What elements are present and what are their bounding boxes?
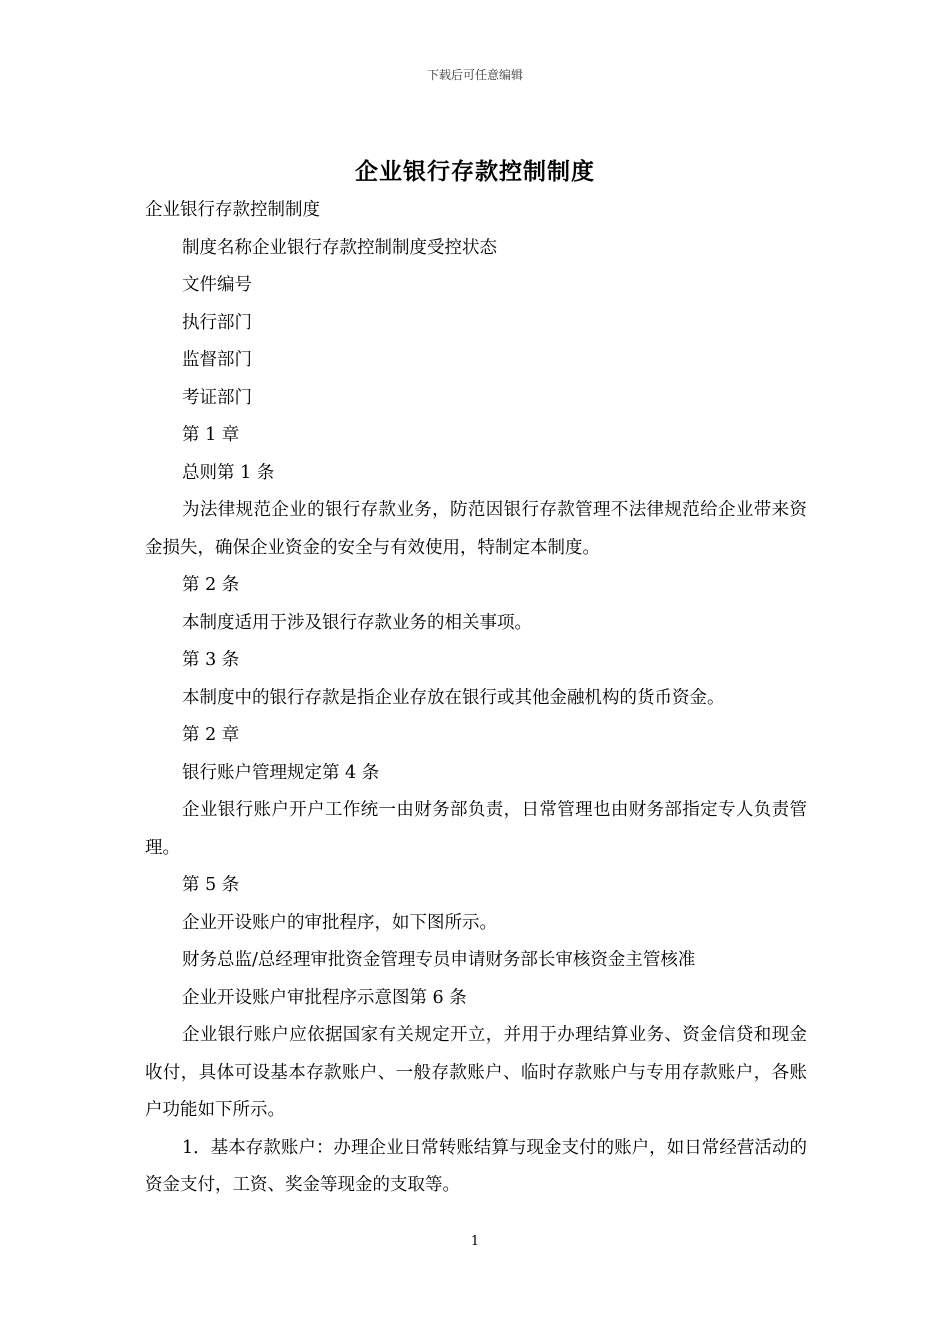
body-paragraph: 为法律规范企业的银行存款业务，防范因银行存款管理不法律规范给企业带来资金损失，确保企业资金的安全与有效使用，特制定本制度。: [145, 500, 807, 558]
body-paragraph: 银行账户管理规定第 4 条: [182, 762, 380, 783]
body-paragraph: 文件编号: [182, 275, 252, 295]
body-paragraph: 第 3 条: [182, 650, 240, 670]
body-paragraph: 财务总监/总经理审批资金管理专员申请财务部长审核资金主管核准: [182, 950, 696, 970]
page-header-note: 下载后可任意编辑: [426, 68, 523, 82]
body-paragraph: 企业开设账户审批程序示意图第 6 条: [182, 987, 467, 1008]
body-paragraph: 企业银行存款控制制度: [145, 200, 320, 220]
body-paragraph: 制度名称企业银行存款控制制度受控状态: [182, 237, 497, 258]
body-paragraph: 本制度适用于涉及银行存款业务的相关事项。: [182, 612, 532, 633]
body-paragraph: 总则第 1 条: [182, 462, 275, 483]
page-number: 1: [470, 1234, 480, 1249]
body-paragraph: 第 5 条: [182, 875, 240, 895]
body-paragraph: 企业银行账户开户工作统一由财务部负责，日常管理也由财务部指定专人负责管理。: [145, 800, 807, 858]
body-paragraph: 第 1 章: [182, 425, 240, 445]
body-paragraph: 第 2 章: [182, 725, 240, 745]
body-paragraph: 本制度中的银行存款是指企业存放在银行或其他金融机构的货币资金。: [182, 687, 725, 708]
body-paragraph: 执行部门: [182, 312, 252, 333]
body-paragraph: 1．基本存款账户：办理企业日常转账结算与现金支付的账户，如日常经营活动的资金支付，工资、奖金等现金的支取等。: [145, 1137, 807, 1195]
body-paragraph: 企业开设账户的审批程序，如下图所示。: [182, 912, 497, 933]
body-paragraph: 第 2 条: [182, 575, 240, 595]
document-body: [145, 192, 807, 1205]
body-paragraph: 考证部门: [182, 387, 252, 408]
body-paragraph: 企业银行账户应依据国家有关规定开立，并用于办理结算业务、资金信贷和现金收付，具体可设基本存款账户、一般存款账户、临时存款账户与专用存款账户，各账户功能如下所示。: [145, 1025, 807, 1120]
document-title: 企业银行存款控制制度: [355, 158, 595, 185]
body-paragraph: 监督部门: [182, 350, 252, 370]
